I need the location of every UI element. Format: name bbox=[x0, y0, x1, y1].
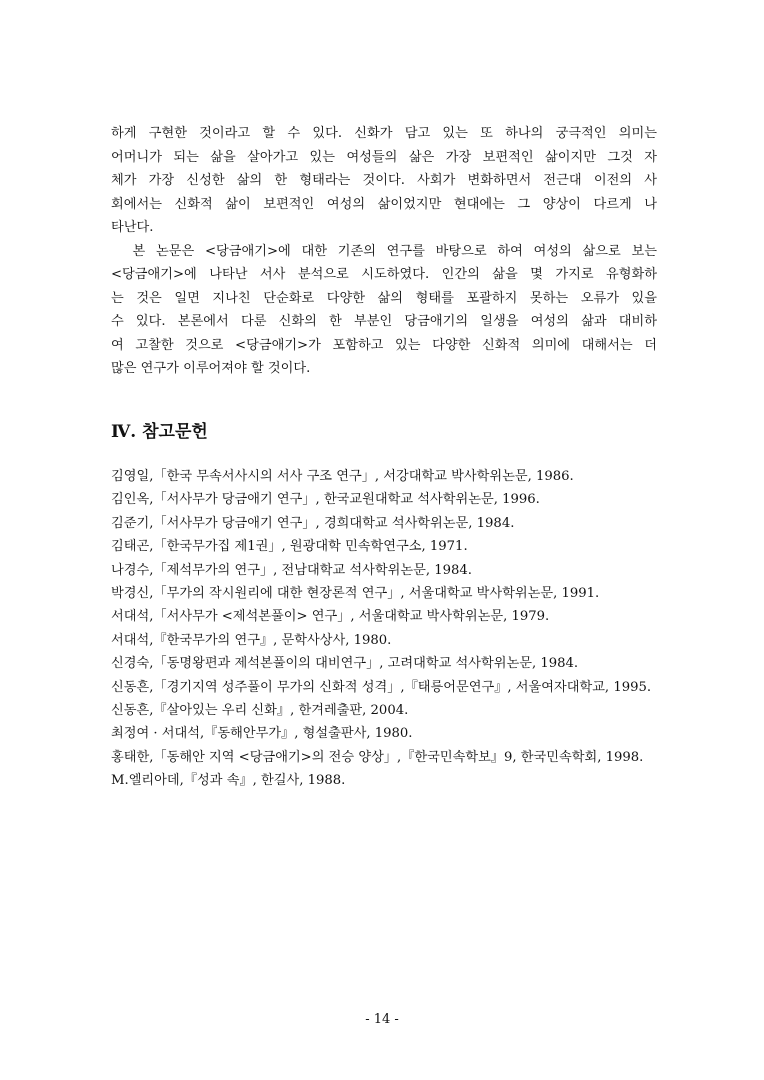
body-line: 하게 구현한 것이라고 할 수 있다. 신화가 담고 있는 또 하나의 궁극적인 의미는 bbox=[111, 126, 657, 141]
reference-item: 김영일,「한국 무속서사시의 서사 구조 연구」, 서강대학교 박사학위논문, 1986. bbox=[111, 469, 574, 484]
reference-item: 서대석,「서사무가 <제석본풀이> 연구」, 서울대학교 박사학위논문, 1979. bbox=[111, 609, 550, 625]
body-line: 타난다. bbox=[111, 220, 154, 235]
body-line: <당금애기>에 나타난 서사 분석으로 시도하였다. 인간의 삶을 몇 가지로 유형화하 bbox=[111, 267, 657, 282]
page-number: - 14 - bbox=[365, 1012, 399, 1027]
body-line: 는 것은 일면 지나친 단순화로 다양한 삶의 형태를 포괄하지 못하는 오류가 있을 bbox=[111, 290, 657, 306]
reference-item: 홍태한,「동해안 지역 <당금애기>의 전승 양상」,『한국민속학보』9, 한국민속학회, 1998. bbox=[111, 749, 644, 765]
body-line: 여 고찰한 것으로 <당금애기>가 포함하고 있는 다양한 신화적 의미에 대해서는 더 bbox=[111, 337, 657, 353]
reference-item: 김태곤,「한국무가집 제1권」, 원광대학 민속학연구소, 1971. bbox=[111, 539, 468, 555]
body-paragraphs bbox=[111, 122, 657, 381]
reference-item: 김준기,「서사무가 당금애기 연구」, 경희대학교 석사학위논문, 1984. bbox=[111, 515, 515, 531]
body-line: 어머니가 되는 삶을 살아가고 있는 여성들의 삶은 가장 보편적인 삶이지만 그것 자 bbox=[111, 149, 657, 165]
reference-item: 김인옥,「서사무가 당금애기 연구」, 한국교원대학교 석사학위논문, 1996. bbox=[111, 492, 540, 508]
reference-item: 신경숙,「동명왕편과 제석본풀이의 대비연구」, 고려대학교 석사학위논문, 1984. bbox=[111, 656, 579, 672]
reference-item: 나경수,「제석무가의 연구」, 전남대학교 석사학위논문, 1984. bbox=[111, 562, 472, 578]
reference-item: M.엘리아데,『성과 속』, 한길사, 1988. bbox=[111, 773, 346, 789]
body-line: 많은 연구가 이루어져야 할 것이다. bbox=[111, 361, 311, 376]
reference-item: 박경신,「무가의 작시원리에 대한 현장론적 연구」, 서울대학교 박사학위논문, 1991. bbox=[111, 585, 600, 601]
reference-list bbox=[111, 465, 671, 792]
body-line: 체가 가장 신성한 삶의 한 형태라는 것이다. 사회가 변화하면서 전근대 이전의 사 bbox=[111, 173, 657, 188]
body-line: 수 있다. 본론에서 다룬 신화의 한 부분인 당금애기의 일생을 여성의 삶과 대비하 bbox=[111, 314, 657, 329]
reference-item: 서대석,『한국무가의 연구』, 문학사상사, 1980. bbox=[111, 632, 392, 648]
reference-item: 최정여 · 서대석,『동해안무가』, 형설출판사, 1980. bbox=[111, 726, 413, 742]
body-line: 본 논문은 <당금애기>에 대한 기존의 연구를 바탕으로 하여 여성의 삶으로 보는 bbox=[111, 243, 657, 259]
body-line: 회에서는 신화적 삶이 보편적인 여성의 삶이었지만 현대에는 그 양상이 다르게 나 bbox=[111, 196, 657, 212]
section-heading: Ⅳ. 참고문헌 bbox=[111, 422, 208, 442]
reference-item: 신동흔,「경기지역 성주풀이 무가의 신화적 성격」,『태릉어문연구』, 서울여자대학교, 1995. bbox=[111, 679, 652, 695]
reference-item: 신동흔,『살아있는 우리 신화』, 한겨레출판, 2004. bbox=[111, 702, 409, 718]
